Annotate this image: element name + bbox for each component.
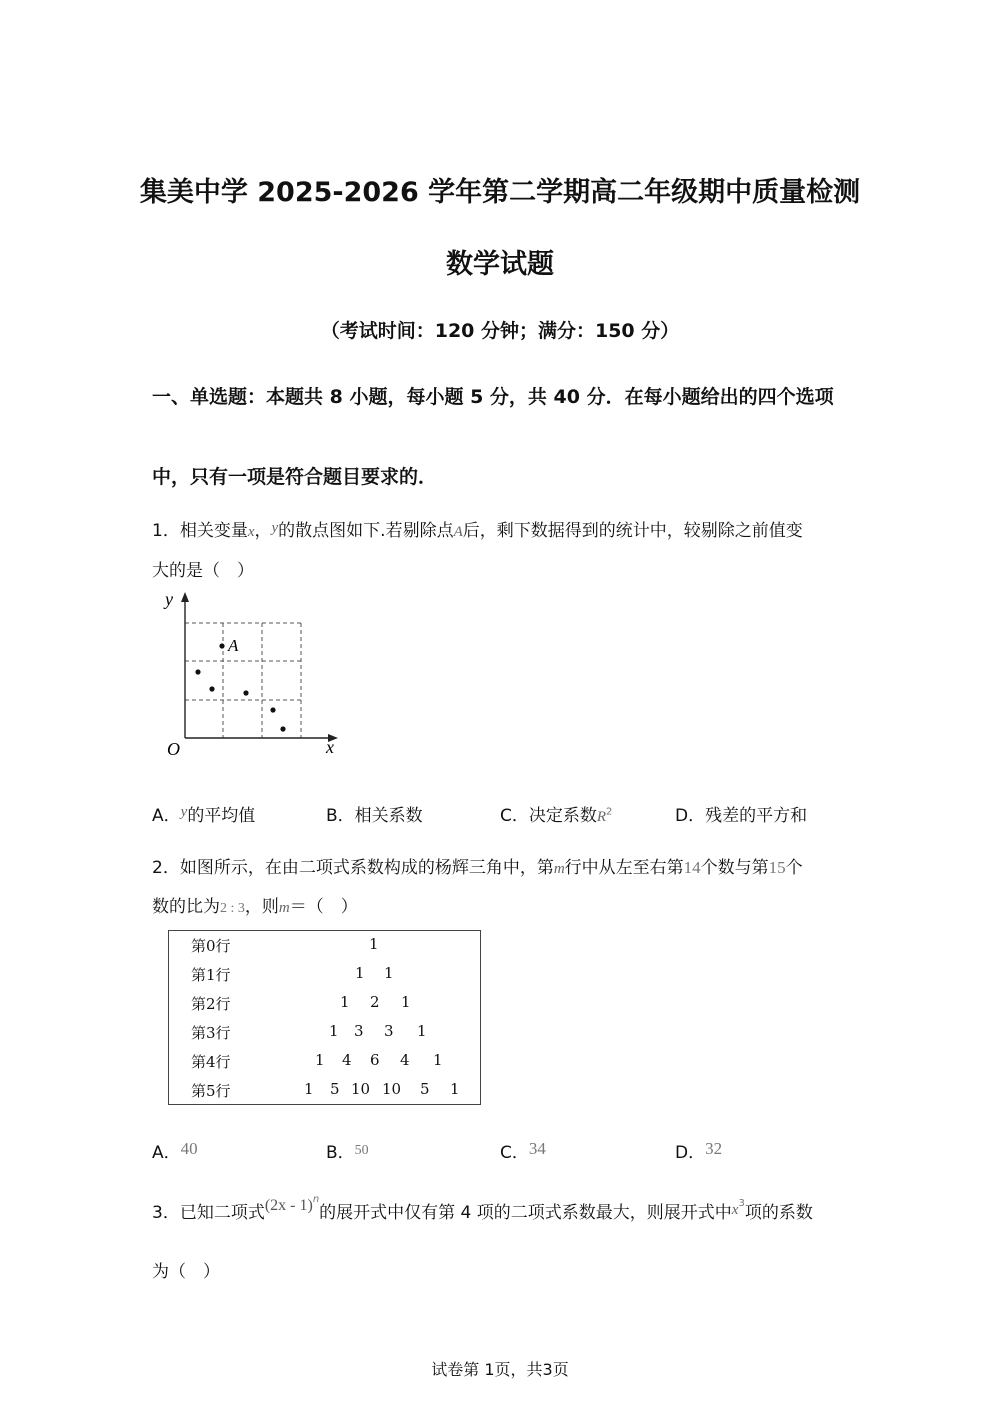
option-letter: B． [326,1143,355,1163]
question-2-line1 [152,853,852,878]
triangle-row [169,1051,483,1080]
q3-text: 项的系数 [744,1203,813,1223]
option-value: 40 [180,1139,198,1158]
var-A: A [453,524,463,540]
question-1-line1 [152,516,852,541]
q2-option-D[interactable] [675,1138,722,1163]
option-value: 34 [528,1139,546,1158]
y-axis-label: y [165,589,173,609]
q1-option-C[interactable] [500,801,612,826]
q2-text: 个数与第 [700,858,769,878]
num-14: 14 [683,858,701,877]
q2-text: 2．如图所示，在由二项式系数构成的杨辉三角中，第 [152,858,554,878]
superscript: 3 [738,1198,745,1209]
triangle-number: 1 [369,935,379,953]
row-label: 第1行 [191,966,231,984]
triangle-number: 1 [417,1022,427,1040]
var-x: x [247,524,255,540]
triangle-number: 1 [450,1080,460,1098]
triangle-number: 6 [370,1051,380,1069]
q2-text: ＝（ ） [289,897,358,917]
scatter-point [209,686,214,691]
row-label: 第0行 [191,937,231,955]
var-m: m [278,900,290,916]
option-letter: A． [152,1143,181,1163]
q2-text: 个 [785,858,803,878]
row-label: 第2行 [191,995,231,1013]
row-label: 第4行 [191,1053,231,1071]
option-letter: A． [152,806,181,826]
triangle-number: 1 [433,1051,443,1069]
triangle-number: 1 [384,964,394,982]
question-2-line2 [152,892,852,917]
superscript: 2 [606,806,613,818]
var-x: x [731,1202,739,1218]
triangle-row [169,1080,483,1109]
q1-text: 1．相关变量 [152,521,248,541]
q2-option-B[interactable] [326,1138,369,1163]
ratio: 2 : 3 [220,901,245,916]
scatter-point [280,726,285,731]
triangle-row [169,935,483,964]
origin-label: O [167,739,180,759]
exam-title: 集美中学 2025-2026 学年第二学期高二年级期中质量检测 [139,177,861,208]
superscript: n [312,1194,320,1205]
triangle-number: 4 [342,1051,352,1069]
option-letter: C． [500,1143,529,1163]
y-axis-arrow [181,592,189,602]
triangle-row [169,993,483,1022]
point-A [219,643,224,648]
triangle-number: 5 [420,1080,430,1098]
triangle-row [169,1022,483,1051]
q1-sep: ， [254,521,272,541]
triangle-number: 1 [315,1051,325,1069]
q1-option-A[interactable] [152,801,255,826]
triangle-row [169,964,483,993]
triangle-number: 10 [382,1080,402,1098]
q1-option-D[interactable]: D．残差的平方和 [675,806,808,826]
question-1-line2: 大的是（ ） [152,561,254,581]
option-letter: D． [675,1143,706,1163]
option-value: 32 [705,1139,723,1158]
triangle-number: 10 [351,1080,371,1098]
question-3-line2: 为（ ） [152,1262,220,1282]
triangle-number: 3 [354,1022,364,1040]
row-label: 第5行 [191,1082,231,1100]
triangle-number: 1 [355,964,365,982]
triangle-number: 2 [370,993,380,1011]
question-3-line1 [152,1194,852,1223]
scatter-figure [160,585,345,760]
q1-text-tail: 后，剩下数据得到的统计中，较剔除之前值变 [462,521,803,541]
q2-option-C[interactable] [500,1138,546,1163]
yanghui-triangle [168,930,481,1105]
scatter-point [195,669,200,674]
scatter-point [270,707,275,712]
q2-text: ，则 [244,897,279,917]
option-text: 的平均值 [187,806,256,826]
q3-text: 3．已知二项式 [152,1203,265,1223]
q2-option-A[interactable] [152,1138,198,1163]
binomial-expression: (2x - 1) [264,1197,313,1214]
x-axis-label: x [326,737,334,757]
option-value: 50 [354,1143,369,1158]
var-y: y [271,520,279,536]
scatter-point [243,690,248,695]
triangle-number: 1 [401,993,411,1011]
triangle-number: 1 [340,993,350,1011]
var-R: R [596,809,607,825]
row-label: 第3行 [191,1024,231,1042]
q2-text: 行中从左至右第 [564,858,684,878]
num-15: 15 [768,858,786,877]
exam-subject: 数学试题 [446,249,554,280]
q1-text-mid: 的散点图如下.若剔除点 [278,521,454,541]
triangle-number: 5 [330,1080,340,1098]
q3-text: 的展开式中仅有第 4 项的二项式系数最大，则展开式中 [319,1203,732,1223]
q2-text: 数的比为 [152,897,220,917]
section-heading-line1: 一、单选题：本题共 8 小题，每小题 5 分，共 40 分．在每小题给出的四个选项 [152,386,834,408]
point-A-label: A [228,636,239,655]
scatter-points [195,643,285,731]
triangle-number: 3 [384,1022,394,1040]
grid-lines [185,623,301,738]
triangle-number: 1 [329,1022,339,1040]
page-footer: 试卷第 1页，共3页 [431,1360,569,1379]
option-text: C．决定系数 [500,806,597,826]
exam-info: （考试时间：120 分钟；满分：150 分） [320,320,680,342]
var-m: m [553,861,565,877]
triangle-number: 1 [304,1080,314,1098]
section-heading-line2: 中，只有一项是符合题目要求的． [152,466,438,488]
triangle-number: 4 [400,1051,410,1069]
q1-option-B[interactable]: B．相关系数 [326,806,423,826]
var-y: y [180,804,188,820]
